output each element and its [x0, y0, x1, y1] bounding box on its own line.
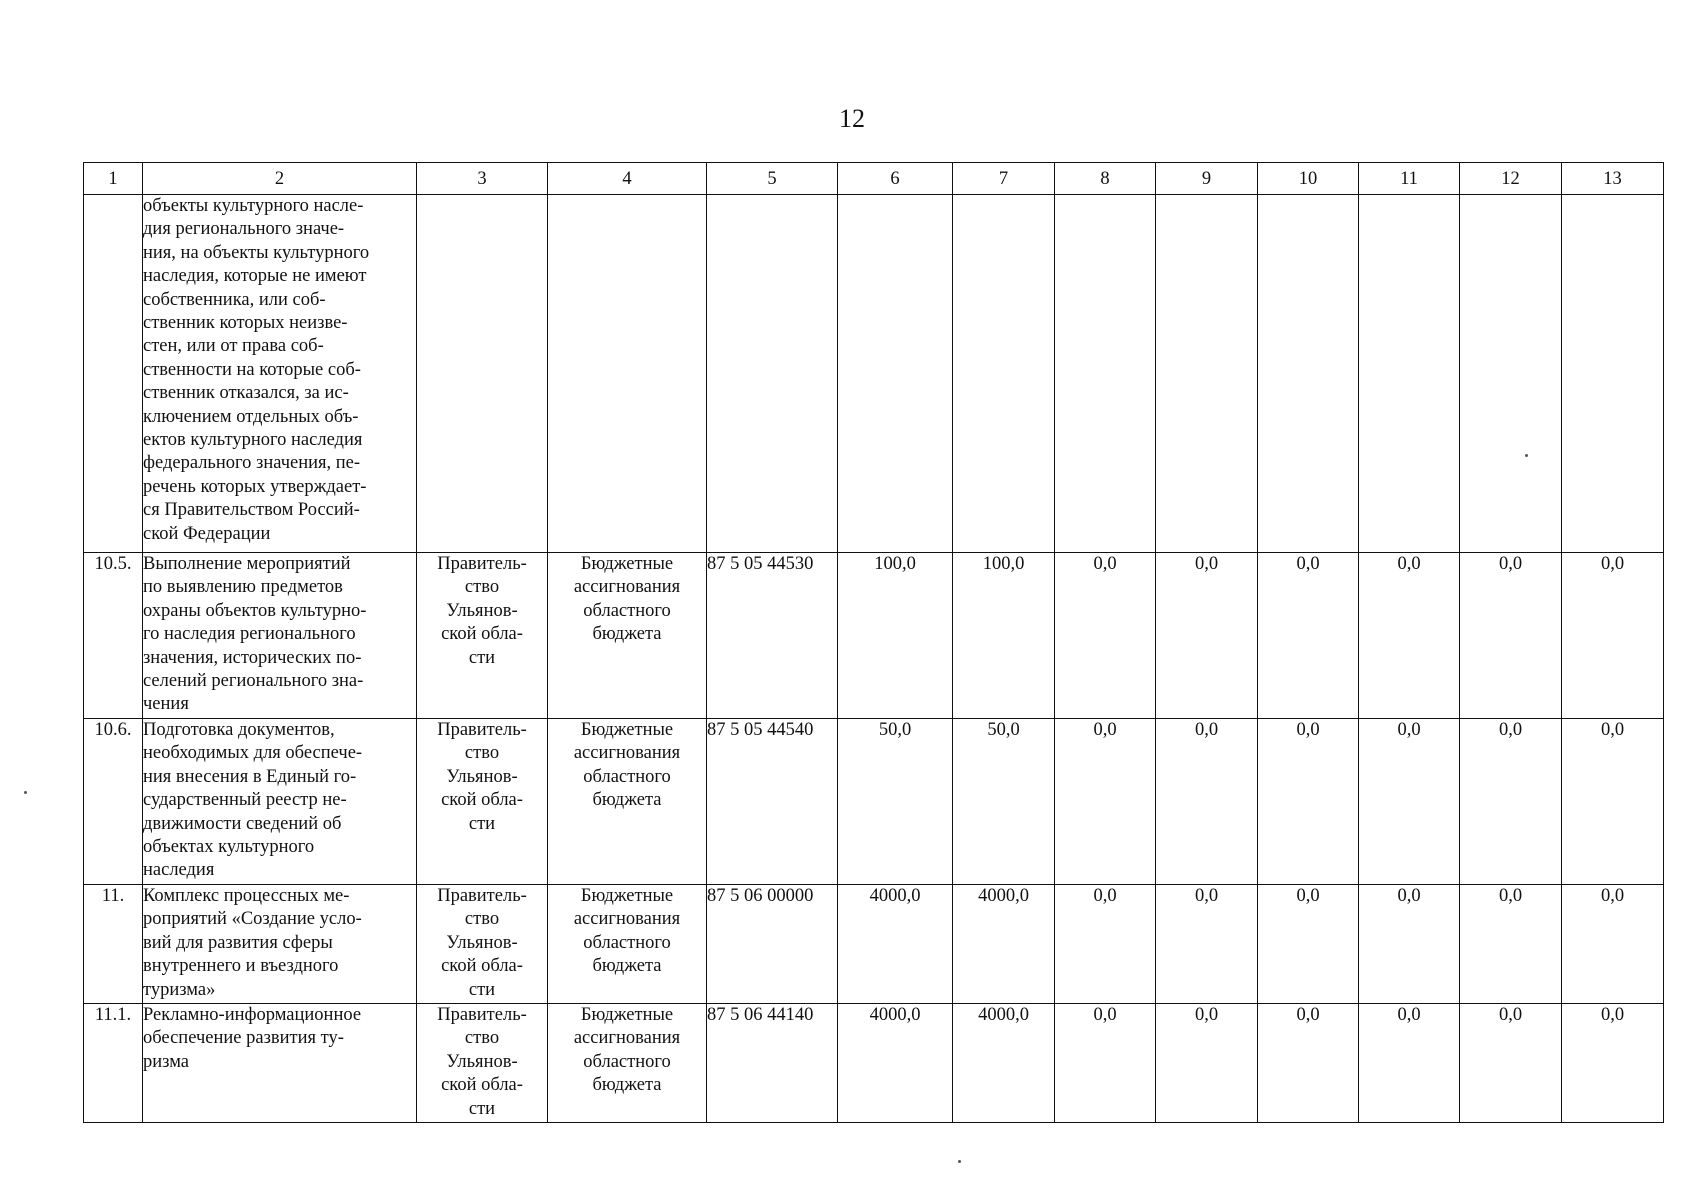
- executor-line: сти: [468, 979, 496, 1000]
- description-line: туризма»: [143, 979, 216, 1000]
- description-line: объектах культурного: [143, 837, 315, 858]
- value-cell: 0,0: [1460, 719, 1562, 885]
- budget-code-cell: 87 5 06 00000: [707, 885, 838, 1004]
- item-description-cell: [143, 885, 417, 1004]
- description-line: объекты культурного насле-: [143, 196, 364, 216]
- description-line: речень которых утверждает-: [143, 476, 367, 497]
- value-cell: 0,0: [1156, 1004, 1258, 1123]
- executor-line: Ульянов-: [446, 1051, 518, 1072]
- executor-line: ство: [464, 743, 500, 764]
- executor-line: ство: [464, 1028, 500, 1049]
- value-cell: 0,0: [1562, 1004, 1664, 1123]
- funding-source-line: областного: [583, 932, 671, 953]
- value-cell: 0,0: [1359, 719, 1460, 885]
- item-description-cell: [143, 719, 417, 885]
- value-cell: 0,0: [1055, 719, 1156, 885]
- funding-source-line: бюджета: [592, 1075, 662, 1096]
- funding-source-cell: [548, 885, 707, 1004]
- executor-line: ской обла-: [441, 956, 523, 977]
- column-header: 9: [1156, 163, 1258, 195]
- description-line: федерального значения, пе-: [143, 453, 361, 474]
- description-line: ектов культурного наследия: [143, 430, 363, 451]
- description-line: внутреннего и въездного: [143, 956, 339, 977]
- description-line: стен, или от права соб-: [143, 336, 324, 357]
- value-cell: 4000,0: [838, 1004, 953, 1123]
- budget-code-cell: 87 5 05 44540: [707, 719, 838, 885]
- description-line: ственник отказался, за ис-: [143, 383, 349, 404]
- funding-source-line: Бюджетные: [580, 1005, 674, 1025]
- value-cell: 0,0: [1156, 885, 1258, 1004]
- value-cell: 0,0: [1258, 553, 1359, 719]
- value-cell: 0,0: [1562, 719, 1664, 885]
- funding-source-line: ассигнования: [573, 743, 681, 764]
- funding-source-line: бюджета: [592, 624, 662, 645]
- executor-line: Правитель-: [437, 1005, 527, 1025]
- executor-line: Ульянов-: [446, 600, 518, 621]
- value-cell: 0,0: [1258, 719, 1359, 885]
- description-line: ся Правительством Россий-: [143, 500, 360, 521]
- value-cell: [1258, 195, 1359, 553]
- funding-source-line: областного: [583, 1051, 671, 1072]
- value-cell: 0,0: [1460, 885, 1562, 1004]
- executor-line: Правитель-: [437, 720, 527, 740]
- item-number-cell: 11.: [84, 885, 143, 1004]
- description-line: ризма: [143, 1051, 189, 1072]
- budget-code-cell: 87 5 05 44530: [707, 553, 838, 719]
- executor-line: ство: [464, 909, 500, 930]
- column-header: 2: [143, 163, 417, 195]
- value-cell: 0,0: [1562, 885, 1664, 1004]
- funding-source-line: областного: [583, 600, 671, 621]
- funding-source-line: Бюджетные: [580, 886, 674, 906]
- description-line: ния, на объекты культурного: [143, 242, 370, 263]
- value-cell: [1359, 195, 1460, 553]
- description-line: необходимых для обеспече-: [143, 743, 363, 764]
- value-cell: 4000,0: [838, 885, 953, 1004]
- executor-cell: [417, 719, 548, 885]
- description-line: Рекламно-информационное: [143, 1005, 362, 1025]
- value-cell: 0,0: [1258, 1004, 1359, 1123]
- value-cell: 4000,0: [953, 1004, 1055, 1123]
- scan-speck: [24, 791, 27, 794]
- value-cell: 100,0: [838, 553, 953, 719]
- description-line: ственник которых неизве-: [143, 313, 348, 334]
- funding-source-line: ассигнования: [573, 1028, 681, 1049]
- table-row: [84, 719, 1664, 885]
- item-number-cell: 10.6.: [84, 719, 143, 885]
- column-header: 4: [548, 163, 707, 195]
- page-number: 12: [839, 104, 865, 133]
- value-cell: 0,0: [1359, 553, 1460, 719]
- item-description-cell: [143, 1004, 417, 1123]
- funding-source-cell: [548, 195, 707, 553]
- description-line: значения, исторических по-: [143, 647, 362, 668]
- scan-speck: [958, 1160, 961, 1163]
- description-line: сударственный реестр не-: [143, 790, 347, 811]
- executor-line: Ульянов-: [446, 932, 518, 953]
- funding-source-cell: [548, 719, 707, 885]
- description-line: наследия: [143, 860, 215, 881]
- table-row: [84, 553, 1664, 719]
- column-header: 3: [417, 163, 548, 195]
- budget-code-cell: [707, 195, 838, 553]
- value-cell: 0,0: [1359, 1004, 1460, 1123]
- value-cell: 0,0: [1258, 885, 1359, 1004]
- description-line: селений регионального зна-: [143, 671, 364, 692]
- description-line: движимости сведений об: [143, 813, 342, 834]
- description-line: собственника, или соб-: [143, 289, 326, 310]
- description-line: вий для развития сферы: [143, 932, 333, 953]
- description-line: роприятий «Создание усло-: [143, 909, 362, 930]
- executor-line: Правитель-: [437, 886, 527, 906]
- funding-source-line: областного: [583, 766, 671, 787]
- executor-cell: [417, 553, 548, 719]
- description-line: чения: [143, 694, 189, 715]
- description-line: Выполнение мероприятий: [143, 554, 351, 574]
- value-cell: 0,0: [1055, 885, 1156, 1004]
- scan-speck: [1525, 454, 1528, 457]
- value-cell: 0,0: [1055, 553, 1156, 719]
- value-cell: [1562, 195, 1664, 553]
- funding-source-line: бюджета: [592, 790, 662, 811]
- description-line: обеспечение развития ту-: [143, 1028, 344, 1049]
- executor-line: сти: [468, 647, 496, 668]
- value-cell: 100,0: [953, 553, 1055, 719]
- executor-line: сти: [468, 813, 496, 834]
- funding-source-cell: [548, 553, 707, 719]
- description-line: охраны объектов культурно-: [143, 600, 367, 621]
- table-row: [84, 885, 1664, 1004]
- value-cell: 0,0: [1562, 553, 1664, 719]
- executor-cell: [417, 885, 548, 1004]
- value-cell: 0,0: [1055, 1004, 1156, 1123]
- budget-code-cell: 87 5 06 44140: [707, 1004, 838, 1123]
- description-line: ской Федерации: [143, 523, 271, 544]
- item-description-cell: [143, 553, 417, 719]
- funding-source-cell: [548, 1004, 707, 1123]
- budget-table: [83, 162, 1664, 1123]
- table-row: [84, 1004, 1664, 1123]
- value-cell: 0,0: [1460, 553, 1562, 719]
- value-cell: [838, 195, 953, 553]
- funding-source-line: Бюджетные: [580, 554, 674, 574]
- executor-line: Правитель-: [437, 554, 527, 574]
- description-line: ния внесения в Единый го-: [143, 766, 357, 787]
- column-header: 5: [707, 163, 838, 195]
- description-line: дия регионального значе-: [143, 219, 345, 240]
- description-line: ственности на которые соб-: [143, 359, 361, 380]
- executor-line: ской обла-: [441, 790, 523, 811]
- item-number-cell: 10.5.: [84, 553, 143, 719]
- executor-line: Ульянов-: [446, 766, 518, 787]
- funding-source-line: бюджета: [592, 956, 662, 977]
- item-number-cell: [84, 195, 143, 553]
- value-cell: 50,0: [953, 719, 1055, 885]
- item-number-cell: 11.1.: [84, 1004, 143, 1123]
- value-cell: 50,0: [838, 719, 953, 885]
- value-cell: 0,0: [1359, 885, 1460, 1004]
- column-number-header-row: [84, 163, 1664, 195]
- column-header: 7: [953, 163, 1055, 195]
- column-header: 6: [838, 163, 953, 195]
- executor-cell: [417, 1004, 548, 1123]
- description-line: по выявлению предметов: [143, 577, 343, 598]
- value-cell: [1460, 195, 1562, 553]
- executor-cell: [417, 195, 548, 553]
- executor-line: ской обла-: [441, 1075, 523, 1096]
- value-cell: 0,0: [1156, 719, 1258, 885]
- value-cell: 0,0: [1156, 553, 1258, 719]
- funding-source-line: ассигнования: [573, 577, 681, 598]
- column-header: 10: [1258, 163, 1359, 195]
- column-header: 13: [1562, 163, 1664, 195]
- executor-line: ство: [464, 577, 500, 598]
- column-header: 12: [1460, 163, 1562, 195]
- column-header: 8: [1055, 163, 1156, 195]
- description-line: ключением отдельных объ-: [143, 406, 359, 427]
- column-header: 11: [1359, 163, 1460, 195]
- description-line: го наследия регионального: [143, 624, 356, 645]
- value-cell: 4000,0: [953, 885, 1055, 1004]
- executor-line: ской обла-: [441, 624, 523, 645]
- description-line: наследия, которые не имеют: [143, 266, 367, 287]
- item-description-cell: [143, 195, 417, 553]
- description-line: Подготовка документов,: [143, 720, 335, 740]
- table-row: [84, 195, 1664, 553]
- column-header: 1: [84, 163, 143, 195]
- executor-line: сти: [468, 1098, 496, 1119]
- value-cell: 0,0: [1460, 1004, 1562, 1123]
- value-cell: [953, 195, 1055, 553]
- value-cell: [1055, 195, 1156, 553]
- description-line: Комплекс процессных ме-: [143, 886, 350, 906]
- funding-source-line: Бюджетные: [580, 720, 674, 740]
- funding-source-line: ассигнования: [573, 909, 681, 930]
- value-cell: [1156, 195, 1258, 553]
